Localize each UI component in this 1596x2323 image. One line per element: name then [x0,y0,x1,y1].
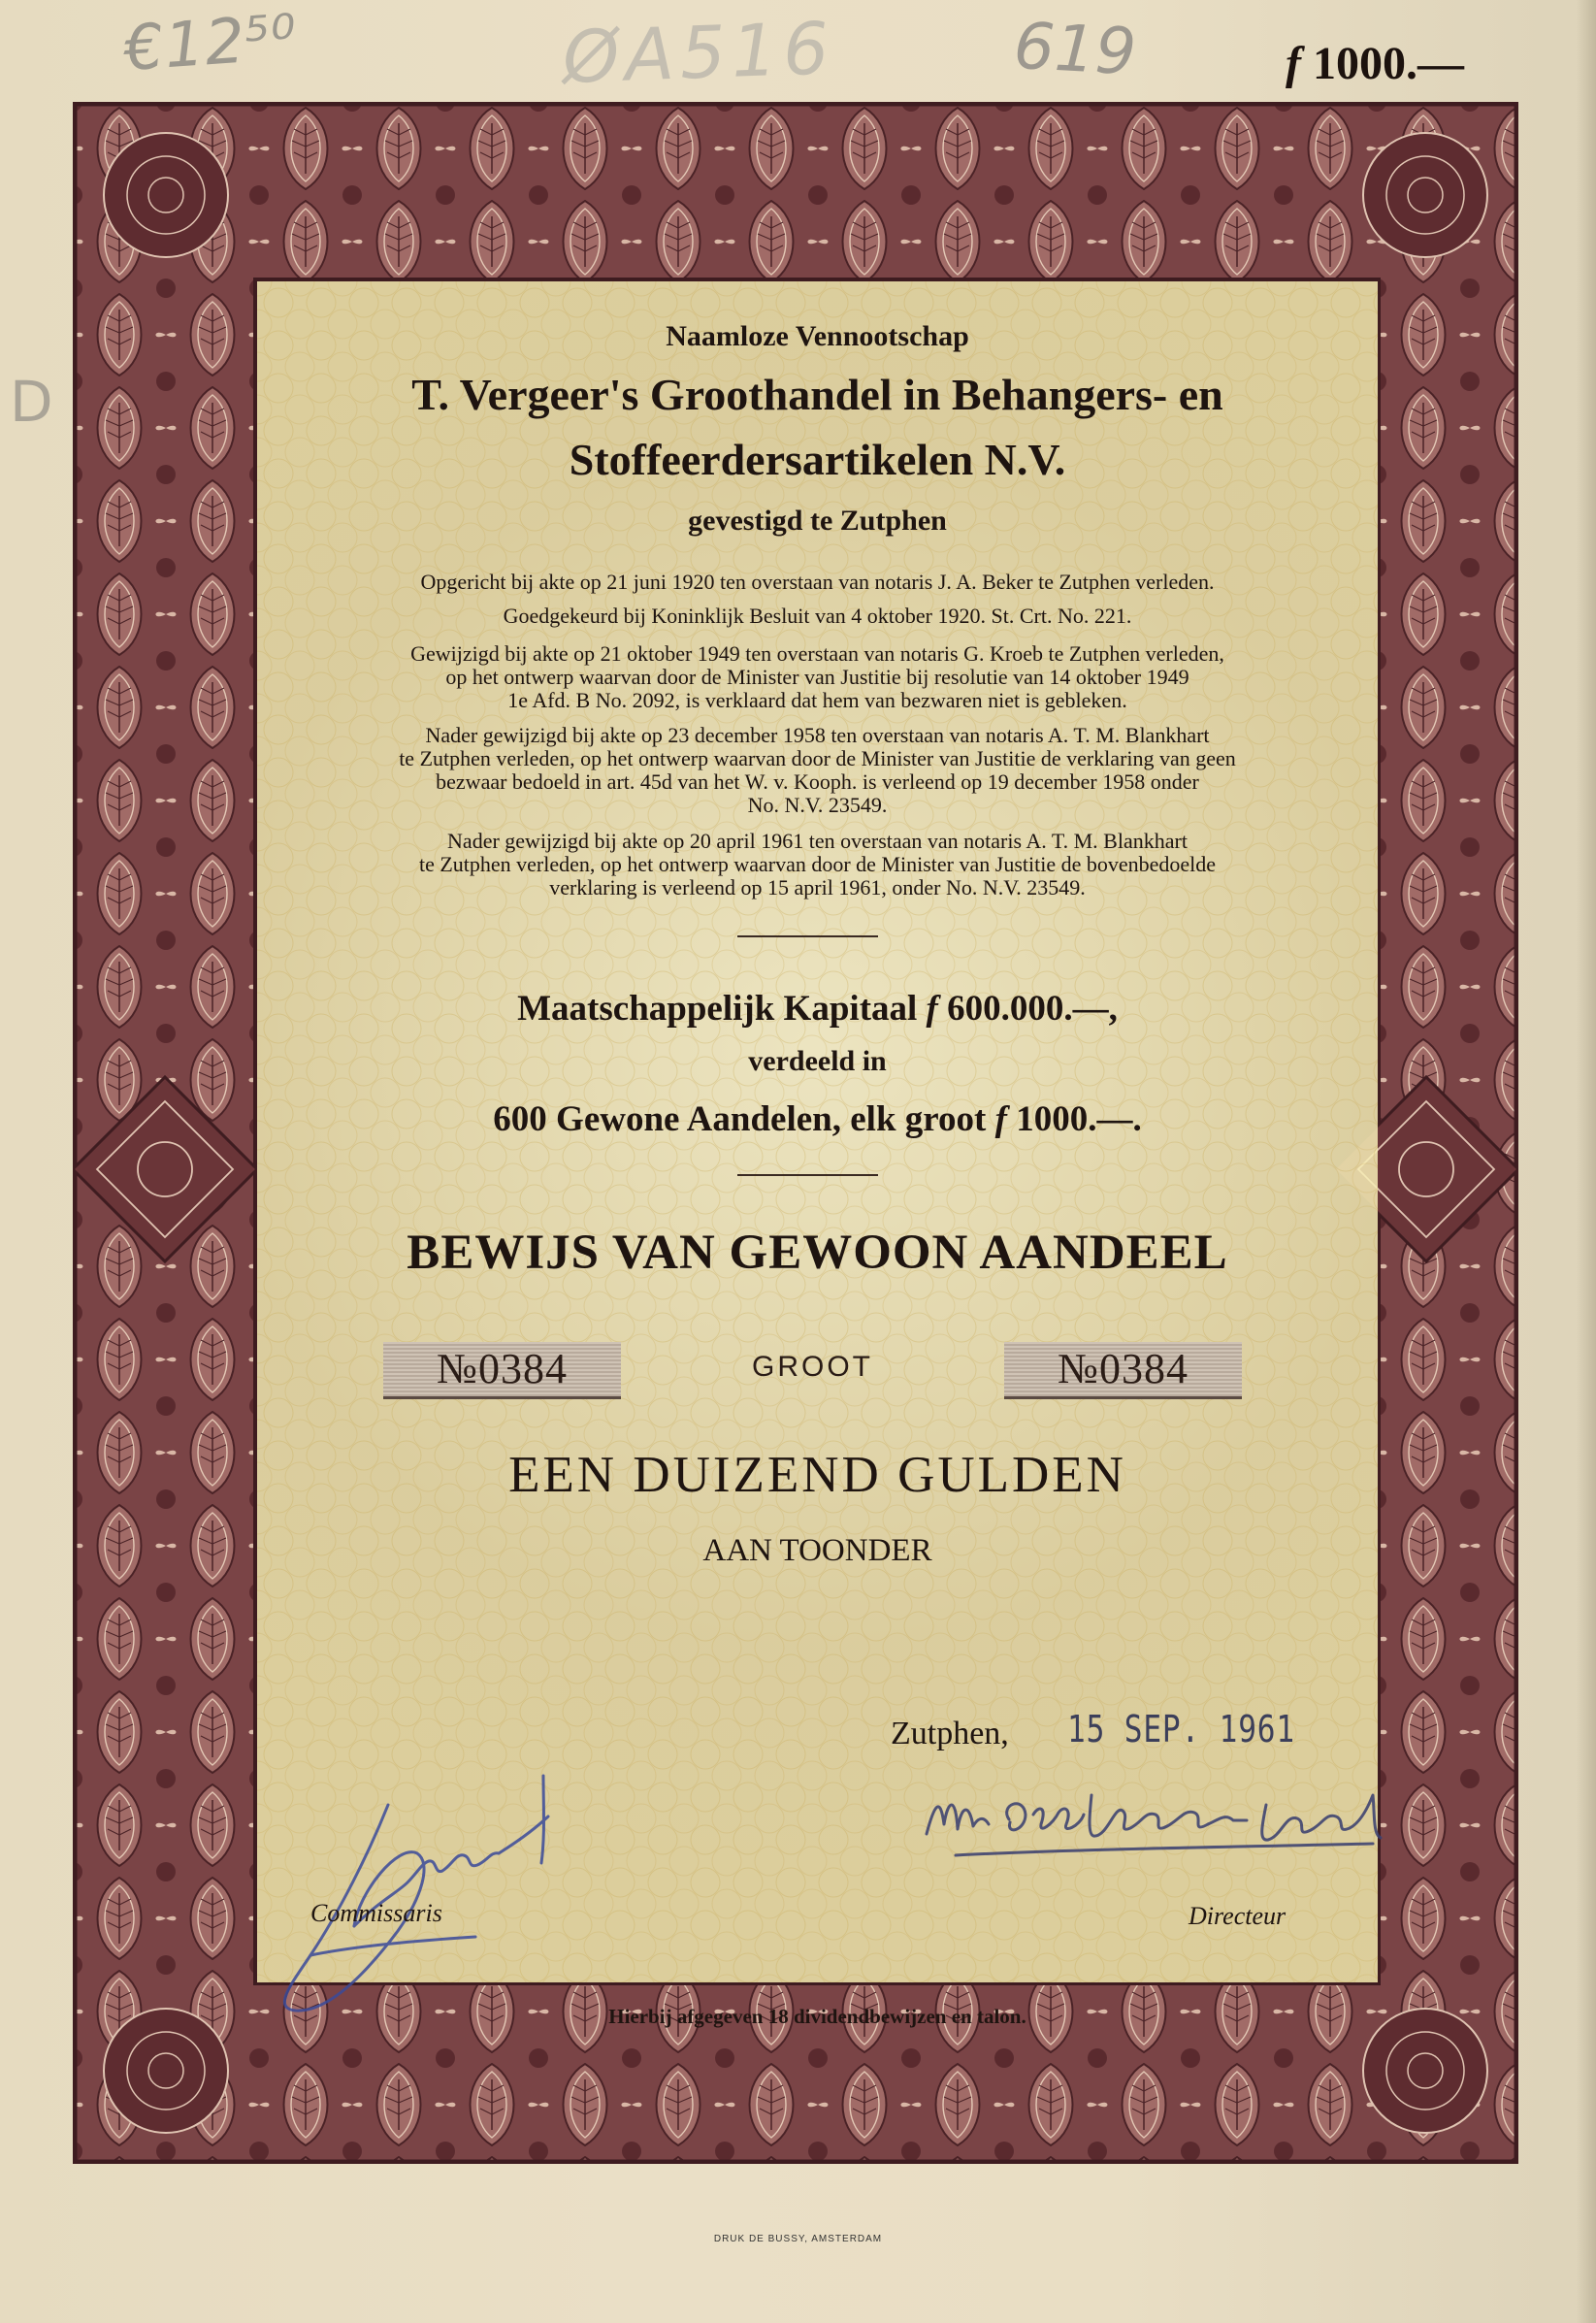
shares-label: 600 Gewone Aandelen, elk groot [493,1099,995,1139]
certificate-number: 0384 [477,1345,568,1392]
directeur-label: Directeur [1189,1902,1287,1930]
directeur-signature [917,1766,1421,1873]
legal-line: Gewijzigd bij akte op 21 oktober 1949 ten overstaan van notaris G. Kroeb te Zutphen verleden, [410,641,1224,666]
printer-imprint: DRUK DE BUSSY, AMSTERDAM [713,2234,883,2244]
legal-line: bezwaar bedoeld in art. 45d van het W. v. Kooph. is verleend op 19 december 1958 onder [436,769,1199,794]
legal-line: Goedgekeurd bij Koninklijk Besluit van 4 oktober 1920. St. Crt. No. 221. [503,604,1132,628]
divider [737,935,878,937]
legal-line: te Zutphen verleden, op het ontwerp waarvan door de Minister van Justitie de verklaring van geen [399,746,1236,770]
capital-amount: 600.000.—, [937,989,1118,1029]
pencil-price-note: €12⁵⁰ [121,1,300,86]
certificate-title: BEWIJS VAN GEWOON AANDEEL [407,1226,1228,1280]
legal-line: op het ontwerp waarvan door de Minister van Justitie bij resolutie van 14 oktober 1949 [445,665,1189,689]
company-name-line1: T. Vergeer's Groothandel in Behangers- en [411,370,1223,419]
legal-line: Nader gewijzigd bij akte op 20 april 1961 ten overstaan van notaris A. T. M. Blankhart [447,829,1188,853]
legal-line: verklaring is verleend op 15 april 1961, onder No. N.V. 23549. [549,875,1086,900]
pencil-margin-note: D [10,369,53,435]
certificate-number: 0384 [1098,1345,1189,1392]
issue-date-stamp: 15 SEP. 1961 [1067,1708,1295,1750]
amount-in-words: EEN DUIZEND GULDEN [508,1447,1126,1503]
company-name-line2: Stoffeerdersartikelen N.V. [569,435,1066,484]
authorized-capital [257,988,1378,1030]
certificate-number-left [383,1342,621,1399]
divider [737,1174,878,1176]
legal-line: No. N.V. 23549. [747,793,888,817]
florin-symbol: f [926,989,938,1029]
legal-line: 1e Afd. B No. 2092, is verklaard dat hem van bezwaren niet is gebleken. [507,688,1127,712]
groot-label: GROOT [752,1351,873,1383]
pencil-lot-note: 619 [1012,8,1138,90]
legal-amendment-1958 [257,724,1378,817]
bearer-label: AAN TOONDER [702,1533,932,1568]
legal-amendment-1949 [257,642,1378,712]
pencil-reference-note: ØA516 [561,7,836,100]
number-sign: № [437,1345,478,1392]
legal-approval [257,605,1378,628]
legal-line: Opgericht bij akte op 21 juni 1920 ten overstaan van notaris J. A. Beker te Zutphen verleden. [420,570,1215,594]
commissaris-label: Commissaris [310,1899,442,1927]
capital-divided-in: verdeeld in [748,1045,887,1077]
issue-place: Zutphen, [891,1716,1009,1751]
certificate-number-right [1004,1342,1242,1399]
capital-label: Maatschappelijk Kapitaal [517,989,927,1029]
share-amount: 1000.—. [1006,1099,1142,1139]
commissaris-signature [252,1747,572,2028]
legal-line: Nader gewijzigd bij akte op 23 december 1958 ten overstaan van notaris A. T. M. Blankhart [425,723,1210,747]
denomination-amount: 1000.— [1312,38,1464,89]
number-sign: № [1058,1345,1099,1392]
legal-founding [257,571,1378,594]
company-seat: gevestigd te Zutphen [688,505,947,537]
dividend-note: Hierbij afgegeven 18 dividendbewijzen en talon. [608,2005,1026,2028]
shares-description [257,1098,1378,1140]
company-form: Naamloze Vennootschap [666,320,969,352]
florin-symbol: f [994,1099,1007,1139]
denomination-top [1286,37,1464,90]
paper-edge [1577,0,1596,2323]
florin-symbol: f [1286,38,1301,89]
legal-line: te Zutphen verleden, op het ontwerp waarvan door de Minister van Justitie de bovenbedoelde [418,852,1217,876]
legal-amendment-1961 [257,830,1378,900]
